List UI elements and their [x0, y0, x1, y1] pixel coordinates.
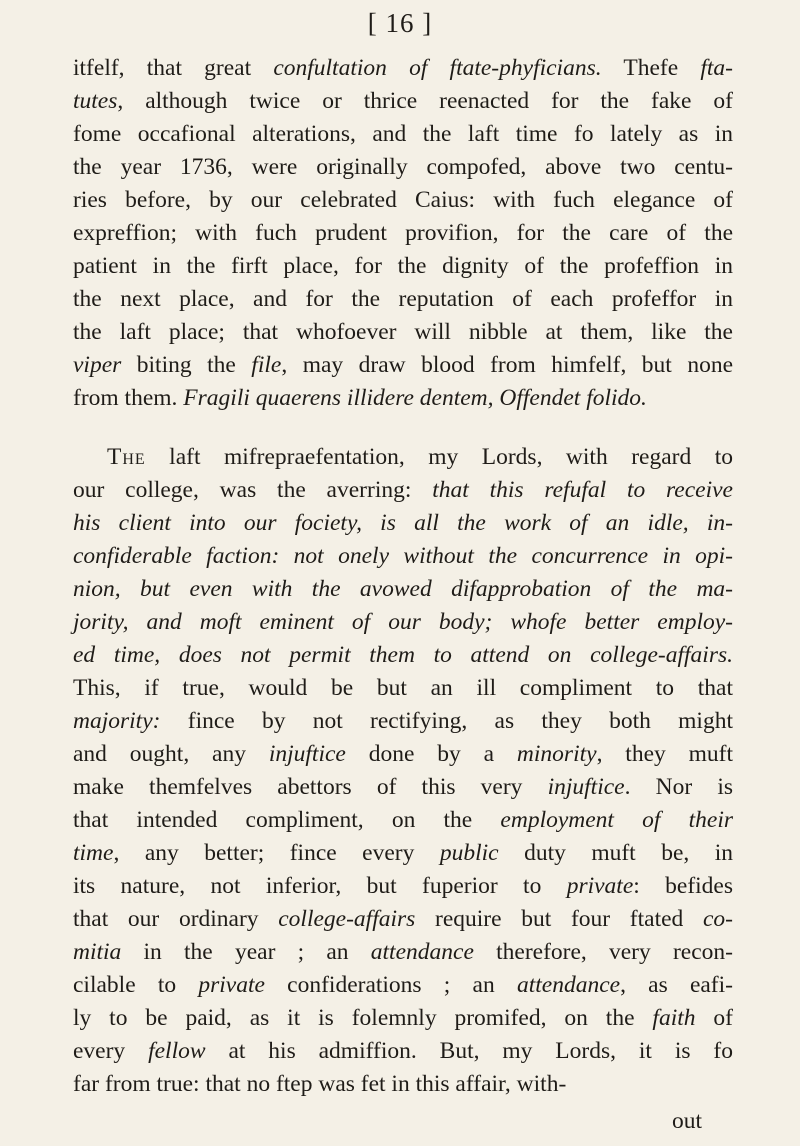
text-line: itfelf, that great confultation of ftate-phyficians. Thefe fta-	[73, 55, 733, 81]
italic-text: his client into our fociety, is all the work of an idle, in-	[73, 510, 733, 536]
text-line: every fellow at his admiffion. But, my Lords, it is fo	[73, 1038, 734, 1064]
text-line: our college, was the averring: that this refufal to receive	[73, 477, 733, 503]
text-line: from them. Fragili quaerens illidere dentem, Offendet folido.	[73, 385, 647, 411]
text-line: fome occafional alterations, and the laft time fo lately as in	[73, 121, 733, 147]
text-line: mitia in the year ; an attendance therefore, very recon-	[73, 939, 733, 965]
italic-text: fta-	[700, 55, 733, 81]
text-line: that intended compliment, on the employment of their	[73, 807, 733, 833]
italic-text: mitia	[73, 939, 122, 965]
italic-text: Fragili quaerens illidere dentem, Offendet folido.	[183, 385, 647, 411]
paragraph-1	[73, 52, 733, 415]
italic-text: viper	[73, 352, 122, 378]
italic-text: private	[566, 873, 634, 899]
italic-text: majority:	[73, 708, 161, 734]
italic-text: fellow	[148, 1038, 206, 1064]
italic-text: faith	[652, 1005, 696, 1031]
text-line: the year 1736, were originally compofed, above two centu-	[73, 154, 733, 180]
italic-text: confultation of ftate-phyficians.	[273, 55, 602, 81]
paragraph-2	[73, 441, 733, 1101]
italic-text: time	[73, 840, 114, 866]
text-line: that our ordinary college-affairs require but four ftated co-	[73, 906, 733, 932]
text-line: make themfelves abettors of this very injuftice. Nor is	[73, 774, 733, 800]
text-line: expreffion; with fuch prudent provifion, for the care of the	[73, 220, 733, 246]
italic-text: confiderable faction: not onely without the concurrence in opi-	[73, 543, 733, 569]
text-line: its nature, not inferior, but fuperior to private: befides	[73, 873, 734, 899]
italic-text: private	[198, 972, 265, 998]
paragraph-gap	[73, 415, 733, 441]
italic-text: file	[251, 352, 282, 378]
italic-text: attendance	[370, 939, 474, 965]
text-line: ries before, by our celebrated Caius: with fuch elegance of	[73, 187, 733, 213]
text-line: The laft mifrepraefentation, my Lords, with regard to	[107, 444, 733, 470]
text-line: ly to be paid, as it is folemnly promifed, on the faith of	[73, 1005, 733, 1031]
text-line: This, if true, would be but an ill compliment to that	[73, 675, 733, 701]
italic-text: tutes	[73, 88, 118, 114]
italic-text: employment of their	[500, 807, 733, 833]
text-line: patient in the firft place, for the dignity of the profeffion in	[73, 253, 733, 279]
paragraph-lead-word: The	[107, 444, 146, 470]
text-line: the laft place; that whofoever will nibble at them, like the	[73, 319, 733, 345]
text-line	[73, 606, 733, 639]
italic-text: injuftice	[268, 741, 346, 767]
text-line: and ought, any injuftice done by a minority, they muft	[73, 741, 733, 767]
italic-text: that this refufal to receive	[432, 477, 733, 503]
italic-text: public	[439, 840, 499, 866]
text-line: viper biting the file, may draw blood from himfelf, but none	[73, 352, 733, 378]
italic-text: co-	[702, 906, 733, 932]
text-line: cilable to private confiderations ; an attendance, as eafi-	[73, 972, 733, 998]
italic-text: jority, and moft eminent of our body; whofe better employ-	[73, 609, 733, 635]
catchword: out	[672, 1108, 703, 1134]
italic-text: college-affairs	[278, 906, 416, 932]
text-line: far from true: that no ftep was fet in this affair, with-	[73, 1071, 567, 1097]
italic-text: attendance	[516, 972, 621, 998]
italic-text: nion, but even with the avowed difapprobation of the ma-	[73, 576, 733, 602]
text-line: tutes, although twice or thrice reenacted for the fake of	[73, 88, 733, 114]
text-line	[73, 540, 733, 573]
text-line	[73, 507, 733, 540]
text-line: the next place, and for the reputation of each profeffor in	[73, 286, 733, 312]
text-line: majority: fince by not rectifying, as they both might	[73, 708, 733, 734]
italic-text: minority	[516, 741, 597, 767]
body-text	[73, 52, 733, 1101]
text-line	[73, 639, 733, 672]
italic-text: injuftice	[547, 774, 625, 800]
text-line	[73, 573, 733, 606]
text-line: time, any better; fince every public duty muft be, in	[73, 840, 734, 866]
italic-text: ed time, does not permit them to attend on college-affairs.	[73, 642, 733, 668]
page-number: [ 16 ]	[367, 8, 433, 38]
